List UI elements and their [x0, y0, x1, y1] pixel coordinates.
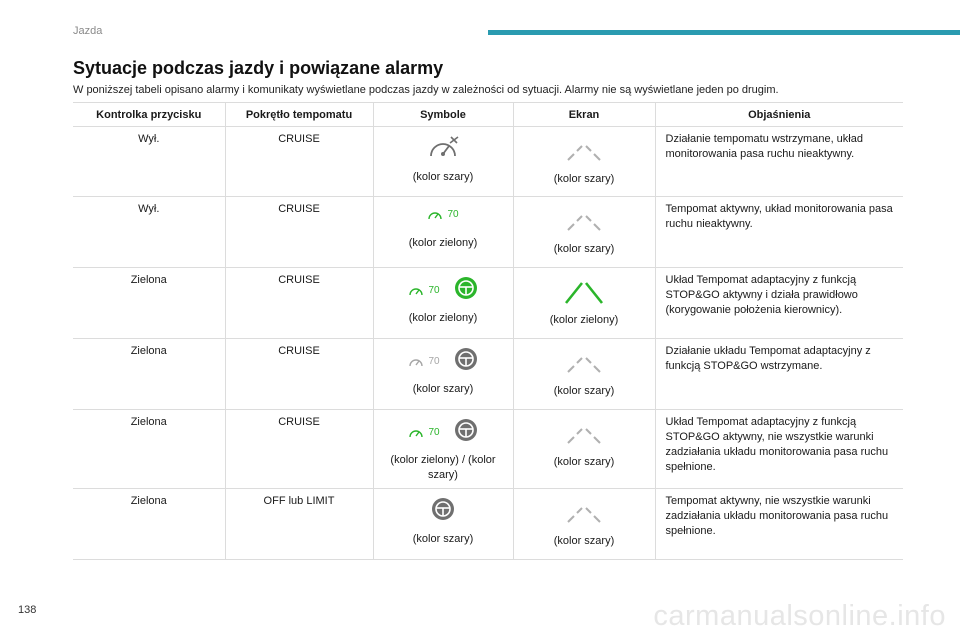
cell-ekran [513, 268, 655, 339]
symbol-caption: (kolor szary) [412, 383, 474, 395]
speed-value: 70 [428, 355, 440, 367]
screen-caption: (kolor szary) [553, 535, 615, 547]
table-row [73, 339, 903, 410]
header-ekran: Ekran [513, 103, 655, 127]
symbol-caption: (kolor zielony) [408, 312, 478, 324]
intro-text: W poniższej tabeli opisano alarmy i komunikaty wyświetlane podczas jazdy w zależności od sytuacji. Alarmy nie są wyświetlane jeden po drugim. [73, 84, 779, 96]
speedometer-crossed-icon [425, 134, 461, 165]
cell-pokretlo: OFF lub LIMIT [225, 489, 373, 560]
cell-symbole [373, 127, 513, 197]
alarms-table [73, 102, 903, 560]
cruise-speed-indicator [427, 207, 458, 222]
cell-symbole [373, 268, 513, 339]
speedometer-icon [408, 426, 424, 438]
cell-pokretlo: CRUISE [225, 197, 373, 268]
cell-kontrolka: Wył. [73, 127, 225, 197]
lane-markings-grey-icon [554, 422, 614, 451]
cell-objasnienia: Działanie układu Tempomat adaptacyjny z funkcją STOP&GO wstrzymane. [655, 339, 903, 410]
cell-objasnienia: Tempomat aktywny, układ monitorowania pasa ruchu nieaktywny. [655, 197, 903, 268]
cell-ekran [513, 339, 655, 410]
steering-wheel-grey-icon [454, 347, 478, 376]
symbol-caption: (kolor zielony) [408, 237, 478, 249]
screen-caption: (kolor szary) [553, 243, 615, 255]
header-kontrolka: Kontrolka przycisku [73, 103, 225, 127]
screen-caption: (kolor szary) [553, 385, 615, 397]
cell-symbole [373, 339, 513, 410]
steering-wheel-grey-icon [431, 497, 455, 526]
section-label: Jazda [73, 25, 103, 37]
cell-pokretlo: CRUISE [225, 410, 373, 489]
lane-markings-grey-icon [554, 209, 614, 238]
speedometer-icon [408, 284, 424, 296]
cell-kontrolka: Wył. [73, 197, 225, 268]
table-header-row [73, 103, 903, 127]
cell-ekran [513, 197, 655, 268]
cell-objasnienia: Tempomat aktywny, nie wszystkie warunki zadziałania układu monitorowania pasa ruchu spełnione. [655, 489, 903, 560]
symbol-caption: (kolor szary) [412, 533, 474, 545]
cell-pokretlo: CRUISE [225, 268, 373, 339]
table-row [73, 410, 903, 489]
cell-pokretlo: CRUISE [225, 127, 373, 197]
screen-caption: (kolor szary) [553, 173, 615, 185]
cell-symbole [373, 197, 513, 268]
cell-kontrolka: Zielona [73, 339, 225, 410]
page-number: 138 [18, 604, 37, 616]
page-title: Sytuacje podczas jazdy i powiązane alarmy [73, 58, 444, 78]
steering-wheel-green-icon [454, 276, 478, 305]
lane-markings-grey-icon [554, 139, 614, 168]
speedometer-icon [408, 355, 424, 367]
cell-pokretlo: CRUISE [225, 339, 373, 410]
cell-ekran [513, 489, 655, 560]
cruise-speed-indicator [408, 425, 439, 440]
header-symbole: Symbole [373, 103, 513, 127]
table-row [73, 489, 903, 560]
table-row [73, 197, 903, 268]
table-row [73, 127, 903, 197]
speed-value: 70 [428, 426, 440, 438]
cell-kontrolka: Zielona [73, 268, 225, 339]
screen-caption: (kolor szary) [553, 456, 615, 468]
speed-value: 70 [447, 208, 459, 220]
symbol-caption: (kolor szary) [412, 171, 474, 183]
lane-markings-green-icon [554, 279, 614, 310]
header-pokretlo: Pokrętło tempomatu [225, 103, 373, 127]
screen-caption: (kolor zielony) [549, 314, 619, 326]
steering-wheel-grey-icon [454, 418, 478, 447]
cell-objasnienia: Układ Tempomat adaptacyjny z funkcją STOP&GO aktywny i działa prawidłowo (korygowanie położenia kierownicy). [655, 268, 903, 339]
speedometer-icon [427, 208, 443, 220]
table-row [73, 268, 903, 339]
lane-markings-grey-icon [554, 351, 614, 380]
speed-value: 70 [428, 284, 440, 296]
cell-objasnienia: Układ Tempomat adaptacyjny z funkcją STOP&GO aktywny, nie wszystkie warunki zadziałania układu monitorowania pasa ruchu spełnione. [655, 410, 903, 489]
section-accent-bar [488, 30, 960, 35]
watermark: carmanualsonline.info [653, 600, 946, 632]
cell-symbole [373, 489, 513, 560]
cell-objasnienia: Działanie tempomatu wstrzymane, układ monitorowania pasa ruchu nieaktywny. [655, 127, 903, 197]
cell-ekran [513, 410, 655, 489]
cruise-speed-indicator [408, 283, 439, 298]
cell-kontrolka: Zielona [73, 410, 225, 489]
cell-symbole [373, 410, 513, 489]
cruise-speed-indicator [408, 354, 439, 369]
cell-ekran [513, 127, 655, 197]
lane-markings-grey-icon [554, 501, 614, 530]
symbol-caption: (kolor zielony) / (kolor szary) [390, 454, 496, 481]
header-objasnienia: Objaśnienia [655, 103, 903, 127]
cell-kontrolka: Zielona [73, 489, 225, 560]
